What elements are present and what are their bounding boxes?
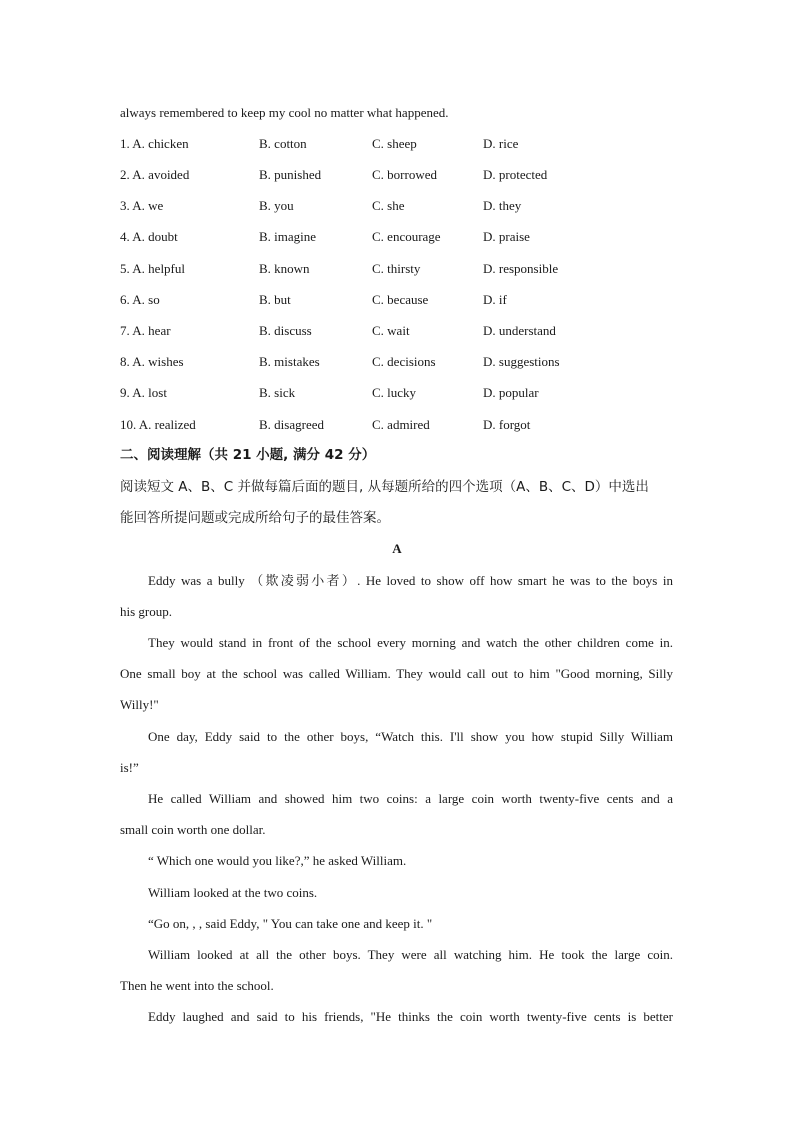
passage-line: Willy!" <box>120 697 159 712</box>
option-c: C. encourage <box>372 229 441 244</box>
option-c: C. admired <box>372 417 430 432</box>
option-b: B. known <box>259 261 310 276</box>
passage-line: small coin worth one dollar. <box>120 822 266 837</box>
instruction-line-1: 阅读短文 A、B、C 并做每篇后面的题目, 从每题所给的四个选项（A、B、C、D）中选出 <box>120 479 649 495</box>
option-a: 6. A. so <box>120 292 160 307</box>
passage-line: One small boy at the school was called William. They would call out to him "Good morning, Silly <box>120 666 673 681</box>
passage-line: Then he went into the school. <box>120 978 274 993</box>
option-d: D. suggestions <box>483 354 560 369</box>
passage-line: Eddy laughed and said to his friends, "He thinks the coin worth twenty-five cents is better <box>148 1009 673 1024</box>
option-d: D. if <box>483 292 507 307</box>
option-b: B. sick <box>259 385 296 400</box>
question-row-2 <box>120 167 680 183</box>
option-b: B. punished <box>259 167 322 182</box>
passage-line: Eddy was a bully （欺凌弱小者）. He loved to show off how smart he was to the boys in <box>148 573 673 588</box>
section-heading: 二、阅读理解（共 21 小题, 满分 42 分） <box>120 447 376 463</box>
option-d: D. praise <box>483 229 530 244</box>
option-a: 10. A. realized <box>120 417 196 432</box>
option-b: B. cotton <box>259 136 307 151</box>
option-a: 4. A. doubt <box>120 229 178 244</box>
option-d: D. forgot <box>483 417 531 432</box>
question-row-5 <box>120 261 680 277</box>
option-a: 1. A. chicken <box>120 136 189 151</box>
option-d: D. popular <box>483 385 539 400</box>
option-d: D. understand <box>483 323 556 338</box>
passage-line: One day, Eddy said to the other boys, “Watch this. I'll show you how stupid Silly William <box>148 729 673 744</box>
option-b: B. you <box>259 198 294 213</box>
question-row-3 <box>120 198 680 214</box>
option-c: C. borrowed <box>372 167 437 182</box>
question-row-9 <box>120 385 680 401</box>
option-c: C. decisions <box>372 354 436 369</box>
option-c: C. wait <box>372 323 410 338</box>
passage-line: is!” <box>120 760 139 775</box>
question-row-1 <box>120 136 680 152</box>
passage-label: A <box>392 541 402 556</box>
option-c: C. thirsty <box>372 261 421 276</box>
option-b: B. imagine <box>259 229 317 244</box>
passage-line: William looked at all the other boys. They were all watching him. He took the large coin. <box>148 947 673 962</box>
passage-line: He called William and showed him two coins: a large coin worth twenty-five cents and a <box>148 791 673 806</box>
option-a: 2. A. avoided <box>120 167 190 182</box>
option-c: C. because <box>372 292 429 307</box>
option-d: D. rice <box>483 136 519 151</box>
option-c: C. she <box>372 198 405 213</box>
option-a: 7. A. hear <box>120 323 171 338</box>
option-b: B. disagreed <box>259 417 324 432</box>
option-a: 8. A. wishes <box>120 354 184 369</box>
option-d: D. they <box>483 198 522 213</box>
option-c: C. lucky <box>372 385 417 400</box>
passage-line: “Go on, , , said Eddy, " You can take one and keep it. " <box>148 916 433 931</box>
option-a: 3. A. we <box>120 198 164 213</box>
passage-line: his group. <box>120 604 172 619</box>
option-d: D. protected <box>483 167 548 182</box>
passage-line: William looked at the two coins. <box>148 885 318 900</box>
option-b: B. mistakes <box>259 354 320 369</box>
question-row-10 <box>120 417 680 433</box>
option-a: 5. A. helpful <box>120 261 185 276</box>
intro-line: always remembered to keep my cool no matter what happened. <box>120 105 449 120</box>
passage-line: They would stand in front of the school every morning and watch the other children come in. <box>148 635 673 650</box>
option-b: B. discuss <box>259 323 312 338</box>
option-d: D. responsible <box>483 261 559 276</box>
question-row-6 <box>120 292 680 308</box>
option-b: B. but <box>259 292 291 307</box>
option-a: 9. A. lost <box>120 385 167 400</box>
passage-line: “ Which one would you like?,” he asked William. <box>148 853 407 868</box>
option-c: C. sheep <box>372 136 417 151</box>
question-row-7 <box>120 323 680 339</box>
question-row-8 <box>120 354 680 370</box>
instruction-line-2: 能回答所提问题或完成所给句子的最佳答案。 <box>120 510 390 526</box>
question-row-4 <box>120 229 680 245</box>
